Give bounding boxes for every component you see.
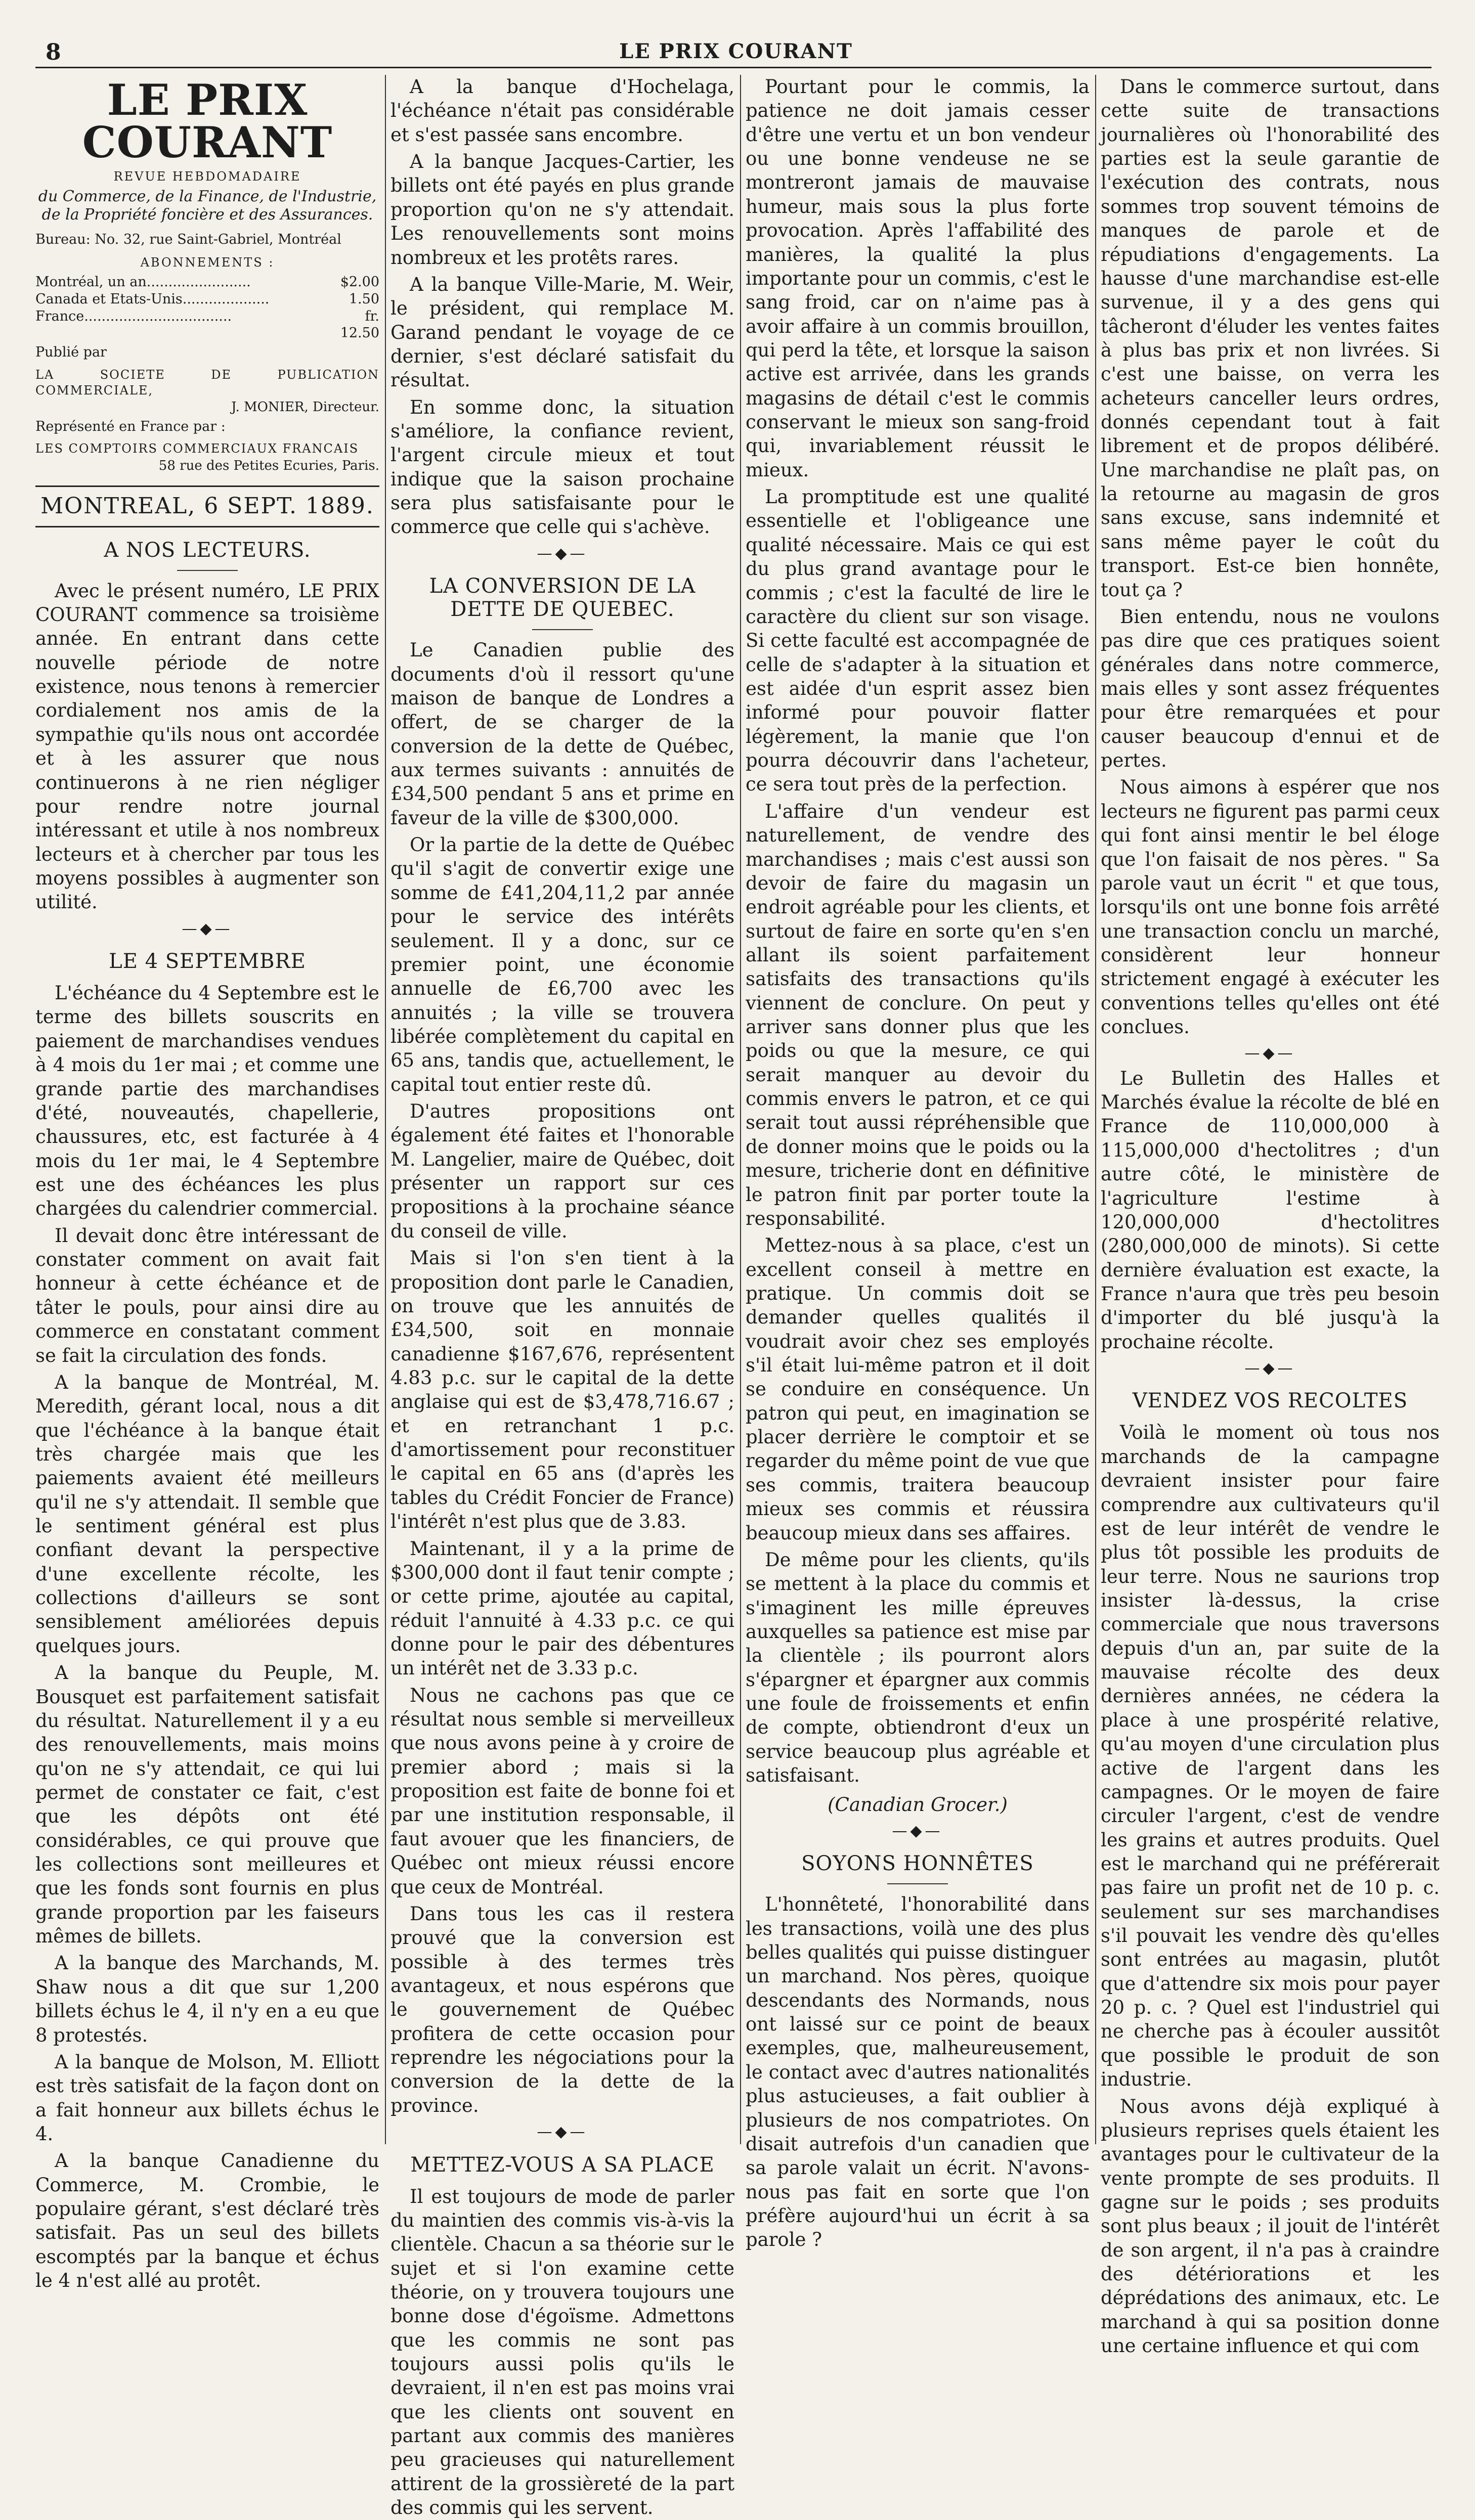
headline-mettez-vous: METTEZ-VOUS A SA PLACE: [410, 2153, 715, 2177]
publisher-name: LA SOCIETE DE PUBLICATION COMMERCIALE,: [35, 367, 379, 397]
head-rule: [35, 67, 1431, 68]
article-paragraph: Maintenant, il y a la prime de $300,000 dont il faut tenir compte ; or cette prime, ajoutée au capital, réduit l'annuité à 4.33 p.c. ce qui donne pour le pair des débentures un intérêt net de 3.33 p.c.: [391, 1537, 734, 1679]
article-paragraph: Mais si l'on s'en tient à la proposition dont parle le Canadien, on trouve que les annuités de £34,500, soit en monnaie canadienne $167,676, représentent 4.83 p.c. sur le capital de la dette anglaise qui est de $3,478,716.67 ; et en retranchant 1 p.c. d'amortissement pour reconstituer le capital en 65 ans (d'après les tables du Crédit Foncier de France) l'intérêt n'est plus que de 3.83.: [391, 1247, 734, 1533]
headline-a-nos-lecteurs: A NOS LECTEURS.: [104, 538, 311, 562]
france-representative-label: Représenté en France par :: [35, 418, 226, 434]
divider: [887, 1883, 948, 1884]
divider: [177, 570, 238, 571]
ornament-divider: —◆—: [537, 544, 588, 562]
column-3: [746, 75, 1090, 2251]
rate-row: [35, 291, 379, 308]
article-paragraph: Bien entendu, nous ne voulons pas dire que ces pratiques soient générales dans notre commerce, mais elles y sont assez fréquentes pour être remarquées et pour causer beaucoup d'ennui et de pertes.: [1101, 605, 1440, 772]
headline-vendez-vos-recoltes: VENDEZ VOS RECOLTES: [1132, 1389, 1408, 1413]
article-paragraph: Dans le commerce surtout, dans cette suite de transactions journalières où l'honorabilité des parties est la seule garantie de l'exécution des contrats, nous sommes trop souvent témoins de manques de parole et de répudiations d'engagements. La hausse d'une marchandise est-elle survenue, il y a des gens qui tâcheront d'éluder les ventes faites à plus bas prix et non livrées. Si c'est une baisse, on verra les acheteurs canceller leurs ordres, donnés cependant tout à fait librement et de propos délibéré. Une marchandise ne plaît pas, on la retourne au magasin de gros sans excuse, sans indemnité et sans même payer le coût du transport. Est-ce bien honnête, tout ça ?: [1101, 76, 1440, 601]
rate-label: Canada et Etats-Unis....................: [35, 291, 270, 307]
rate-value: fr. 12.50: [340, 308, 379, 341]
article-paragraph: A la banque de Montréal, M. Meredith, gérant local, nous a dit que l'échéance à la banque était très chargée mais que les paiements avaient été meilleurs qu'il ne s'y attendait. Il semble que le sentiment général est plus confiant devant la perspective d'une excellente récolte, les collections d'ailleurs se sont sensiblement améliorées depuis quelques jours.: [35, 1371, 379, 1657]
subscriptions-heading: ABONNEMENTS :: [140, 255, 275, 270]
rate-value: $2.00: [340, 274, 379, 290]
column-4: [1101, 75, 1440, 2357]
running-head: [25, 39, 1447, 65]
ornament-divider: —◆—: [537, 2123, 588, 2141]
article-paragraph: Il est toujours de mode de parler du maintien des commis vis-à-vis la clientèle. Chacun a sa théorie sur le sujet et si l'on examine cette théorie, on y trouvera toujours une bonne dose d'égoïsme. Admettons que les commis ne sont pas toujours aussi polis qu'ils le devraient, il n'en est pas moins vrai que les clients ont souvent en partant aux commis des manières peu gracieuses qui naturellement attirent de la grossièreté de la part des commis qui les servent.: [391, 2185, 734, 2519]
dateline: MONTREAL, 6 SEPT. 1889.: [35, 485, 379, 527]
masthead-title: LE PRIX COURANT: [82, 75, 333, 167]
article-paragraph: Mettez-nous à sa place, c'est un excellent conseil à mettre en pratique. Un commis doit se demander quelles qualités il voudrait avoir chez ses employés s'il était lui-même patron et il doit se conduire en conséquence. Un patron qui peut, en imagination se placer derrière le comptoir et se regarder du même point de vue que ses commis, traitera beaucoup mieux ses commis et réussira beaucoup mieux dans ses affaires.: [746, 1234, 1090, 1544]
headline-le-4-septembre: LE 4 SEPTEMBRE: [109, 950, 306, 974]
article-paragraph: Avec le présent numéro, LE PRIX COURANT commence sa troisième année. En entrant dans cette nouvelle période de notre existence, nous tenons à remercier cordialement nos amis de la sympathie qu'ils nous ont accordée et à les assurer que nous continuerons à ne rien négliger pour rendre notre journal intéressant et utile à nos nombreux lecteurs et à chercher par tous les moyens possibles à augmenter son utilité.: [35, 580, 379, 913]
masthead-subtitle: REVUE HEBDOMADAIRE: [113, 169, 301, 184]
newspaper-page: [25, 0, 1447, 2519]
article-paragraph: De même pour les clients, qu'ils se mettent à la place du commis et s'imaginent les mille épreuves auxquelles sa patience est mise par la clientèle ; ils pourront alors s'épargner et épargner aux commis une foule de froissements et enfin de compte, obtiendront d'eux un service beaucoup plus agréable et satisfaisant.: [746, 1549, 1090, 1787]
representative-name: LES COMPTOIRS COMMERCIAUX FRANCAIS: [35, 441, 359, 456]
rate-value: 1.50: [349, 291, 379, 307]
article-paragraph: L'échéance du 4 Septembre est le terme des billets souscrits en paiement de marchandises vendues à 4 mois du 1er mai ; et comme une grande partie des marchandises d'été, nouveautés, chapellerie, chaussures, etc, est facturée à 4 mois du 1er mai, le 4 Septembre est une des échéances les plus chargées du calendrier commercial.: [35, 982, 379, 1220]
article-paragraph: A la banque Jacques-Cartier, les billets ont été payés en plus grande proportion qu'on ne s'y attendait. Les renouvellements sont moins nombreux et les protêts rares.: [391, 151, 734, 269]
divider: [532, 629, 593, 630]
rate-row: [35, 274, 379, 291]
article-paragraph: A la banque des Marchands, M. Shaw nous a dit que sur 1,200 billets échus le 4, il n'y en a eu que 8 protestés.: [35, 1952, 379, 2046]
running-title: LE PRIX COURANT: [619, 39, 853, 63]
page-number: 8: [46, 39, 61, 65]
article-paragraph: Dans tous les cas il restera prouvé que la conversion est possible à des termes très avantageux, et nous espérons que le gouvernement de Québec profitera de cette occasion pour reprendre les négociations pour la conversion de la dette de la province.: [391, 1903, 734, 2116]
article-paragraph: A la banque d'Hochelaga, l'échéance n'était pas considérable et s'est passée sans encombre.: [391, 76, 734, 146]
rate-label: France..................................: [35, 308, 232, 324]
article-paragraph: En somme donc, la situation s'améliore, la confiance revient, l'argent circule mieux et tout indique que la saison prochaine sera plus satisfaisante pour le commerce que celle qui s'achève.: [391, 396, 734, 538]
column-rule-3: [1095, 75, 1096, 2144]
ornament-divider: —◆—: [1244, 1359, 1296, 1378]
headline-conversion: LA CONVERSION DE LA DETTE DE QUEBEC.: [429, 574, 696, 622]
article-paragraph: L'affaire d'un vendeur est naturellement, de vendre des marchandises ; mais c'est aussi son devoir de faire du magasin un endroit agréable pour les clients, et surtout de faire en sorte qu'en s'en allant ils soient parfaitement satisfaits des transactions qu'ils viennent de conclure. On peut y arriver sans donner plus que les poids ou que la mesure, ce qui serait manquer au devoir du commis envers le patron, et ce qui serait tout aussi répréhensible que de donner moins que le poids ou la mesure, tricherie dont en définitive le patron finit par porter toute la responsabilité.: [746, 800, 1090, 1229]
article-paragraph: Or la partie de la dette de Québec qu'il s'agit de convertir exige une somme de £41,204,11,2 par année pour le service des intérêts seulement. Il y a donc, sur ce premier point, une économie annuelle de £6,700 avec les annuités ; la ville se trouvera libérée complètement du capital en 65 ans, tandis que, actuellement, le capital tout entier reste dû.: [391, 834, 734, 1095]
article-paragraph: Pourtant pour le commis, la patience ne doit jamais cesser d'être une vertu et un bon vendeur ou une bonne vendeuse ne se montreront jamais de mauvaise humeur, mais sous la plus forte provocation. Après l'affabilité des manières, la qualité la plus importante pour un commis, c'est le sang froid, car on n'aime pas à avoir affaire à un commis brouillon, qui perd la tête, et lorsque la saison active est arrivée, dans les grands magasins de détail c'est le commis conservant le mieux son sang-froid qui, invariablement réussit le mieux.: [746, 76, 1090, 481]
article-paragraph: Nous aimons à espérer que nos lecteurs ne figurent pas parmi ceux qui font ainsi mentir le bel éloge que l'on faisait de nos pères. " Sa parole vaut un écrit " et que tous, lorsqu'ils ont une bonne fois arrêté une transaction conclu un marché, considèrent leur honneur strictement engagé à exécuter les conventions telles qu'elles ont été conclues.: [1101, 776, 1440, 1038]
article-paragraph: Voilà le moment où tous nos marchands de la campagne devraient insister pour faire comprendre aux cultivateurs qu'il est de leur intérêt de vendre le plus tôt possible les produits de leur terre. Nous ne saurions trop insister là-dessus, la crise commerciale que nous traversons depuis d'un an, par suite de la mauvaise récolte des deux dernières années, ne cédera la place à une prospérité relative, qu'au moyen d'une circulation plus active de l'argent dans les campagnes. Or le moyen de faire circuler l'argent, c'est de vendre les grains et autres produits. Quel est le marchand qui ne préférerait pas faire un profit net de 10 p. c. seulement sur ses marchandises s'il pouvait les vendre dès qu'elles sont entrées au magasin, plutôt que d'attendre six mois pour payer 20 p. c. ? Quel est l'industriel qui ne cherche pas à écouler aussitôt que possible le produit de son industrie.: [1101, 1422, 1440, 2091]
ornament-divider: —◆—: [892, 1822, 943, 1840]
article-paragraph: L'honnêteté, l'honorabilité dans les transactions, voilà une des plus belles qualités qui puisse distinguer un marchand. Nos pères, quoique descendants des Normands, nous ont laissé sur ce point de beaux exemples, que, malheureusement, le contact avec d'autres nationalités plus astucieuses, a fait oublier à plusieurs de nos compatriotes. On disait autrefois d'un canadien que sa parole valait un écrit. N'avons-nous pas fait en sorte que l'on préfère aujourd'hui un écrit à sa parole ?: [746, 1893, 1090, 2251]
article-paragraph: Le Canadien publie des documents d'où il ressort qu'une maison de banque de Londres a offert, de se charger de la conversion de la dette de Québec, aux termes suivants : annuités de £34,500 pendant 5 ans et prime en faveur de la ville de $300,000.: [391, 639, 734, 829]
ornament-divider: —◆—: [1244, 1044, 1296, 1063]
rate-row: [35, 308, 379, 342]
column-rule-1: [385, 75, 386, 2144]
article-paragraph: La promptitude est une qualité essentielle et l'obligeance une qualité nécessaire. Mais ce qui est du plus grand avantage pour le commis ; c'est la faculté de lire le caractère du client sur son visage. Si cette faculté est accompagnée de celle de s'adapter à la situation et est aidée d'un esprit assez bien informé pour pouvoir flatter légèrement, la manie que l'on pourra découvrir dans l'acheteur, ce sera tout près de la perfection.: [746, 486, 1090, 795]
article-paragraph: A la banque Canadienne du Commerce, M. Crombie, le populaire gérant, s'est déclaré très satisfait. Pas un seul des billets escomptés par la banque et échus le 4 n'est allé au protêt.: [35, 2150, 379, 2292]
article-paragraph: A la banque de Molson, M. Elliott est très satisfait de la façon dont on a fait honneur aux billets échus le 4.: [35, 2051, 379, 2145]
article-paragraph: Il devait donc être intéressant de constater comment on avait fait honneur à cette échéance et de tâter le pouls, pour ainsi dire au commerce en constatant comment se fait la circulation des fonds.: [35, 1224, 379, 1366]
masthead-description: du Commerce, de la Finance, de l'Industrie, de la Propriété foncière et des Assurances.: [38, 187, 377, 224]
article-paragraph: D'autres propositions ont également été faites et l'honorable M. Langelier, maire de Québec, doit présenter un rapport sur ces propositions à la prochaine séance du conseil de ville.: [391, 1100, 734, 1242]
column-2: [391, 75, 734, 2519]
published-by: Publié par: [35, 344, 107, 361]
article-paragraph: A la banque du Peuple, M. Bousquet est parfaitement satisfait du résultat. Naturellement il y a eu des renouvellements, mais moins qu'on ne s'y attendait, ce qui lui permet de constater ce fait, c'est que les dépôts ont été considérables, ce qui prouve que les collections sont meilleures et que les fonds sont fournis en plus grande proportion par les faiseurs mêmes de billets.: [35, 1662, 379, 1948]
representative-address: 58 rue des Petites Ecuries, Paris.: [158, 458, 379, 474]
column-1: [35, 75, 379, 2292]
article-credit: (Canadian Grocer.): [828, 1793, 1008, 1816]
column-rule-2: [740, 75, 741, 2144]
ornament-divider: —◆—: [182, 919, 233, 938]
article-paragraph: Le Bulletin des Halles et Marchés évalue la récolte de blé en France de 110,000,000 à 115,000,000 d'hectolitres ; d'un autre côté, le ministère de l'agriculture l'estime à 120,000,000 d'hectolitres (280,000,000 de minots). Si cette dernière évaluation est exacte, la France n'aura que très peu besoin d'importer du blé jusqu'à la prochaine récolte.: [1101, 1067, 1440, 1353]
article-paragraph: A la banque Ville-Marie, M. Weir, le président, qui remplace M. Garand pendant le voyage de ce dernier, s'est déclaré satisfait du résultat.: [391, 273, 734, 391]
article-paragraph: Nous ne cachons pas que ce résultat nous semble si merveilleux que nous avons peine à y croire de premier abord ; mais si la proposition est faite de bonne foi et par une institution responsable, il faut avouer que les financiers, de Québec ont mieux réussi encore que ceux de Montréal.: [391, 1684, 734, 1898]
masthead-bureau: Bureau: No. 32, rue Saint-Gabriel, Montréal: [35, 231, 341, 247]
headline-soyons-honnetes: SOYONS HONNÊTES: [801, 1852, 1034, 1876]
article-paragraph: Nous avons déjà expliqué à plusieurs reprises quels étaient les avantages pour le cultivateur de la vente prompte de ses produits. Il gagne sur le poids ; ses produits sont plus beaux ; il jouit de l'intérêt de son argent, il n'a pas à craindre des détériorations et les déprédations des animaux, etc. Le marchand à qui sa position donne une certaine influence et qui com: [1101, 2095, 1440, 2357]
masthead: [35, 75, 379, 474]
rate-label: Montréal, un an........................: [35, 274, 251, 290]
director-name: J. MONIER, Directeur.: [231, 400, 379, 415]
